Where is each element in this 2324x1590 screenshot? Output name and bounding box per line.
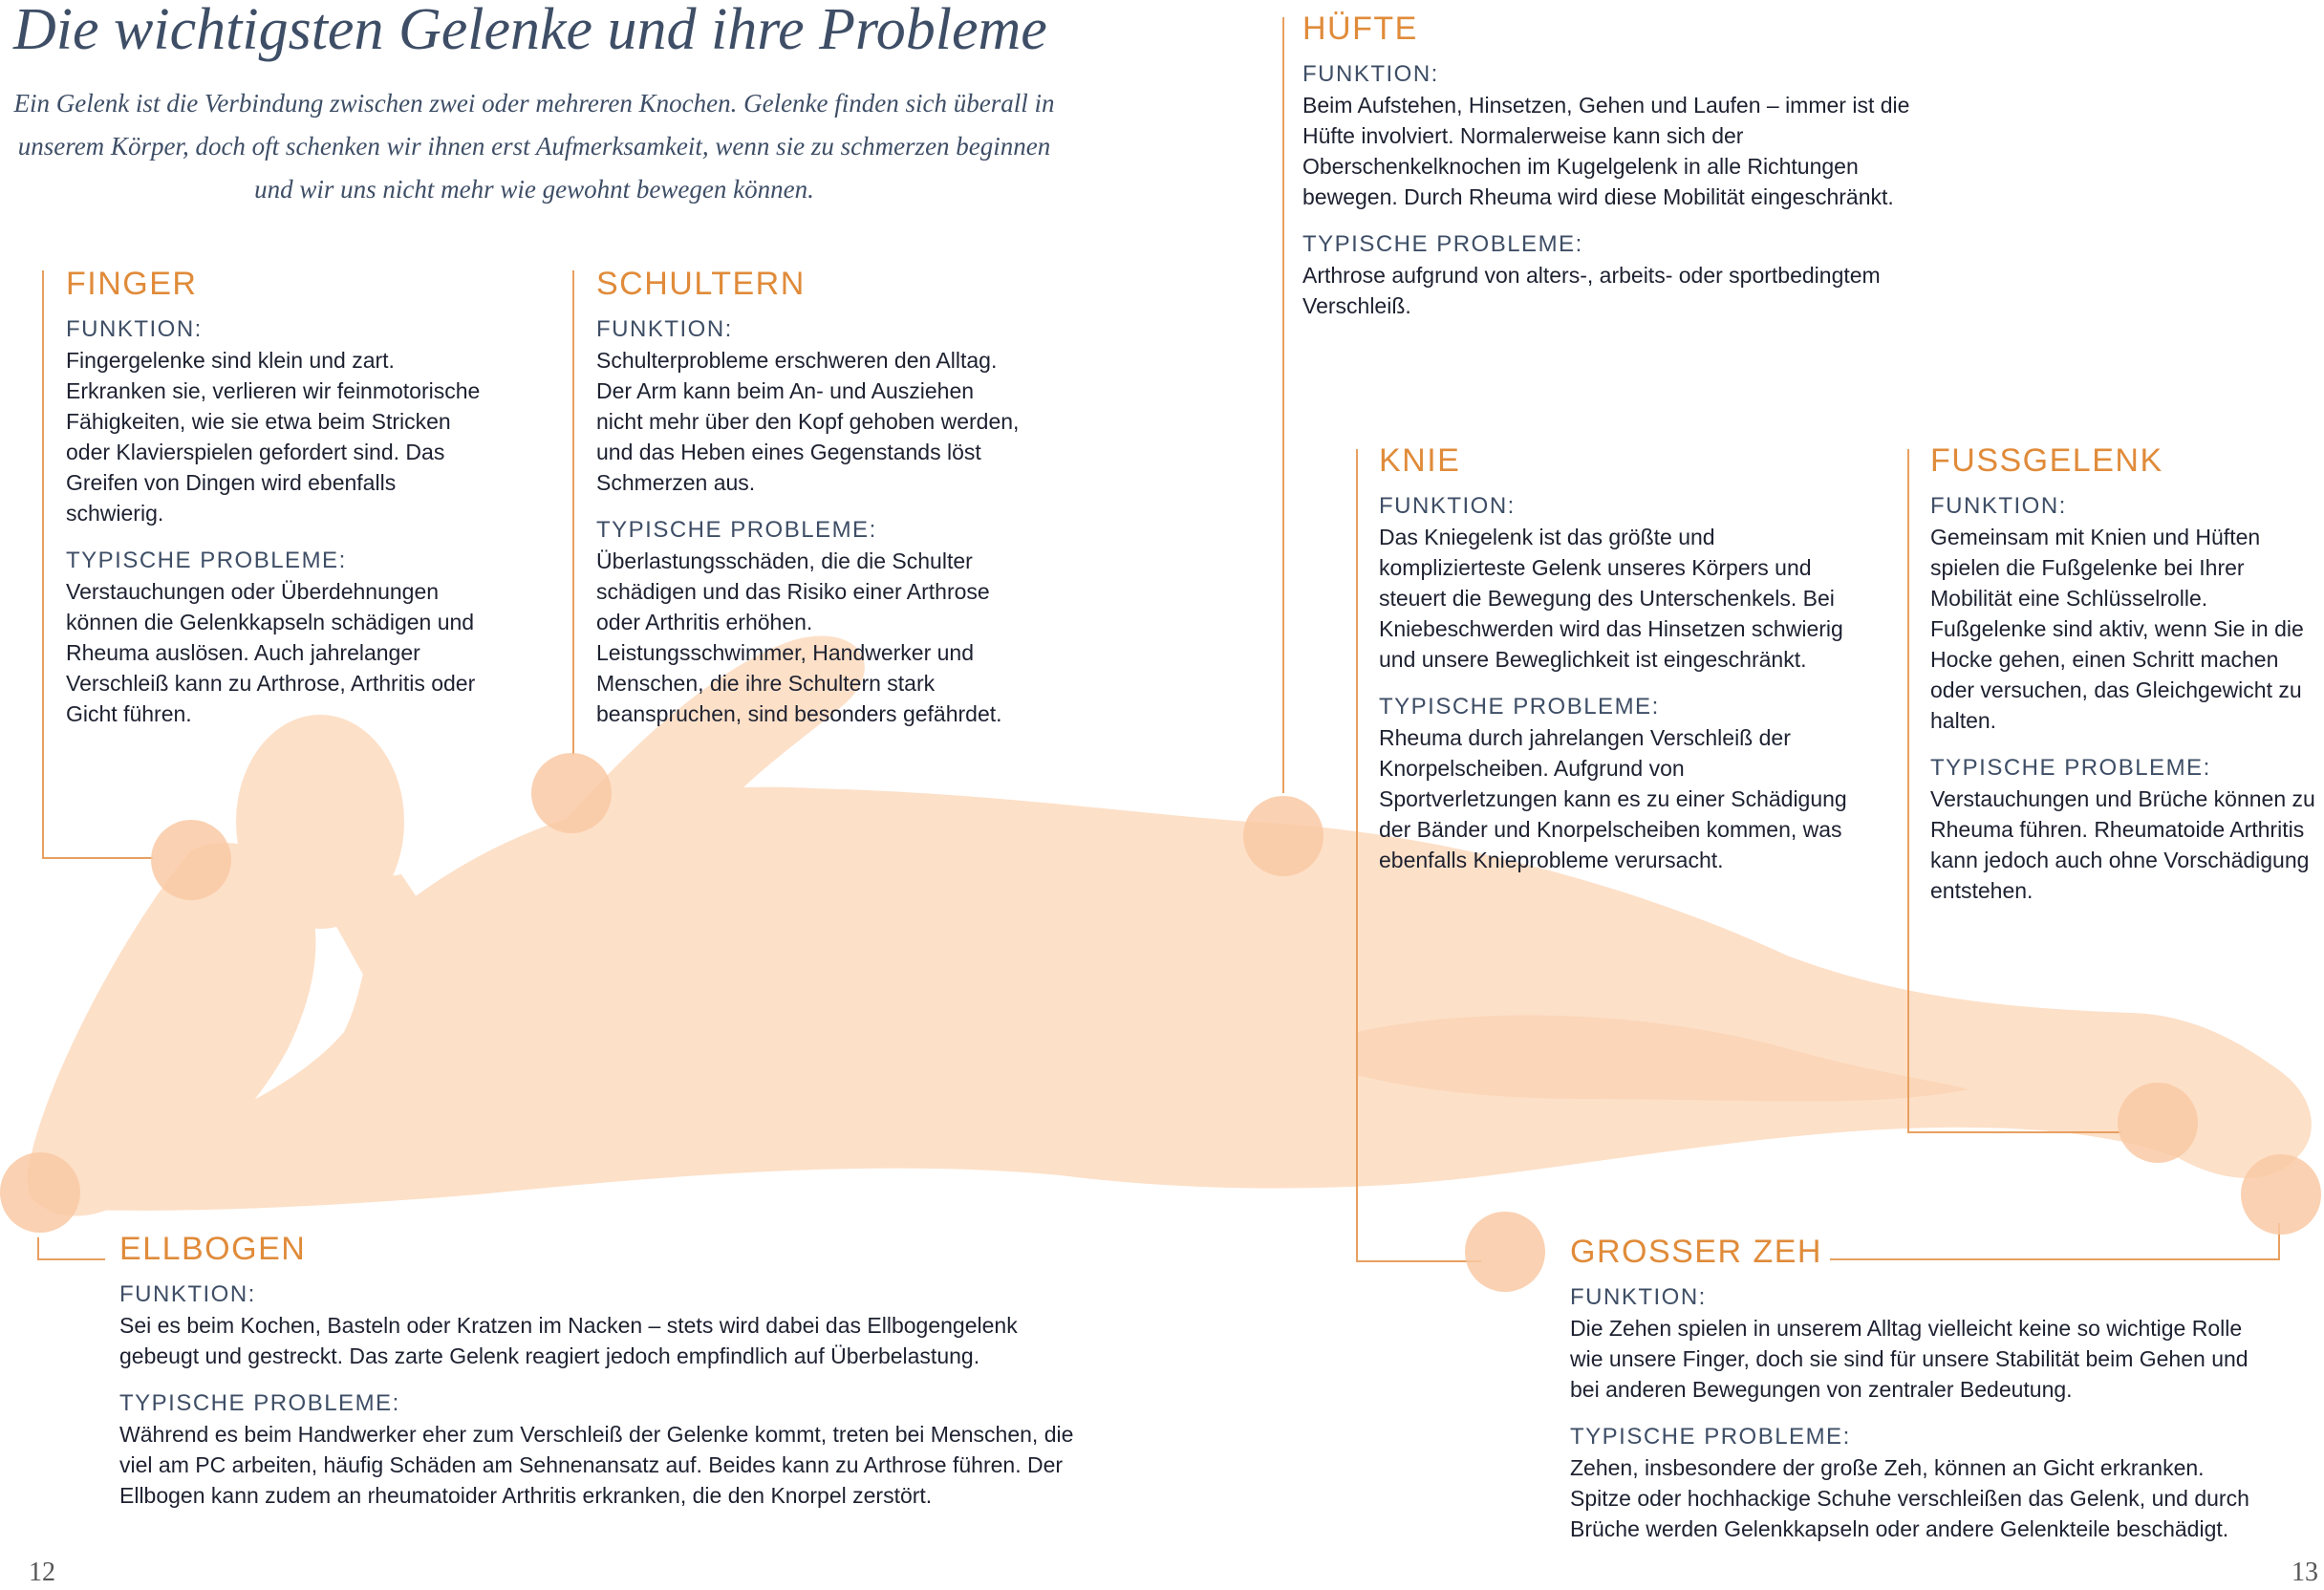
- probleme-text: Rheuma durch jahrelangen Verschleiß der Knorpelscheiben. Aufgrund von Sportverletzungen kann es zu einer Schädigung der Bänder und Knorpelscheiben kommen, was ebenfalls Knieprobleme verursacht.: [1379, 725, 1847, 872]
- funktion-label: FUNKTION:: [119, 1281, 256, 1307]
- section-title: GROSSER ZEH: [1570, 1233, 1830, 1271]
- funktion-text: Schulterprobleme erschweren den Alltag. Der Arm kann beim An- und Ausziehen nicht mehr über den Kopf gehoben werden, und das Heben eines Gegenstands löst Schmerzen aus.: [596, 348, 1020, 495]
- section-title: SCHULTERN: [596, 266, 806, 302]
- funktion-text: Fingergelenke sind klein und zart. Erkranken sie, verlieren wir feinmotorische Fähigkeiten, wie sie etwa beim Stricken oder Klavierspielen gefordert sind. Das Greifen von Dingen wird ebenfalls schwierig.: [66, 348, 481, 526]
- big-toe-joint-marker: [2241, 1154, 2321, 1235]
- ankle-joint-marker: [2118, 1083, 2198, 1163]
- probleme-text: Überlastungsschäden, die die Schulter schädigen und das Risiko einer Arthrose oder Arthritis erhöhen. Leistungsschwimmer, Handwerker und Menschen, die ihre Schultern stark beanspruchen, sind besonders gefährdet.: [596, 548, 1002, 726]
- section-finger: [66, 265, 486, 729]
- shoulder-joint-marker: [531, 753, 612, 833]
- section-title: FINGER: [66, 266, 198, 302]
- funktion-label: FUNKTION:: [1379, 493, 1516, 519]
- section-title: KNIE: [1379, 442, 1461, 479]
- page-number-left: 12: [29, 1558, 55, 1587]
- hip-joint-marker: [1243, 796, 1323, 876]
- finger-joint-marker: [151, 820, 231, 900]
- leader-line-ellbogen: [38, 1237, 105, 1259]
- funktion-label: FUNKTION:: [596, 316, 733, 342]
- section-grosser-zeh: [1570, 1233, 2258, 1544]
- probleme-text: Zehen, insbesondere der große Zeh, können an Gicht erkranken. Spitze oder hochhackige Schuhe verschleißen das Gelenk, und durch Brüche werden Gelenkkapseln oder andere Gelenkteile beschädigt.: [1570, 1455, 2249, 1541]
- page-number-right: 13: [2292, 1558, 2318, 1587]
- funktion-text: Gemeinsam mit Knien und Hüften spielen die Fußgelenke bei Ihrer Mobilität eine Schlüsselrolle. Fußgelenke sind aktiv, wenn Sie in die Hocke gehen, einen Schritt machen oder versuchen, das Gleichgewicht zu halten.: [1930, 525, 2304, 733]
- funktion-label: FUNKTION:: [66, 316, 203, 342]
- section-fussgelenk: [1930, 441, 2322, 906]
- funktion-text: Beim Aufstehen, Hinsetzen, Gehen und Laufen – immer ist die Hüfte involviert. Normalerweise kann sich der Oberschenkelknochen im Kugelgelenk in alle Richtungen bewegen. Durch Rheuma wird diese Mobilität eingeschränkt.: [1302, 93, 1910, 209]
- probleme-label: TYPISCHE PROBLEME:: [119, 1390, 400, 1416]
- funktion-text: Sei es beim Kochen, Basteln oder Kratzen im Nacken – stets wird dabei das Ellbogengelenk gebeugt und gestreckt. Das zarte Gelenk reagiert jedoch empfindlich auf Überbelastung.: [119, 1313, 1018, 1368]
- probleme-label: TYPISCHE PROBLEME:: [1379, 694, 1660, 720]
- funktion-text: Das Kniegelenk ist das größte und komplizierteste Gelenk unseres Körpers und steuert die Bewegung des Unterschenkels. Bei Kniebeschwerden wird das Hinsetzen schwierig und unsere Beweglichkeit ist eingeschränkt.: [1379, 525, 1843, 672]
- section-title: ELLBOGEN: [119, 1231, 307, 1267]
- section-schultern: [596, 265, 1026, 729]
- section-ellbogen: [119, 1230, 1085, 1511]
- probleme-label: TYPISCHE PROBLEME:: [1570, 1424, 1851, 1450]
- probleme-label: TYPISCHE PROBLEME:: [1302, 231, 1583, 257]
- knee-joint-marker: [1465, 1212, 1545, 1292]
- probleme-text: Arthrose aufgrund von alters-, arbeits- oder sportbedingtem Verschleiß.: [1302, 263, 1881, 318]
- funktion-label: FUNKTION:: [1570, 1284, 1707, 1310]
- intro-text: Ein Gelenk ist die Verbindung zwischen zwei oder mehreren Knochen. Gelenke finden sich überall in unserem Körper, doch oft schenken wir ihnen erst Aufmerksamkeit, wenn sie zu schmerzen beginnen und wir uns nicht mehr wie gewohnt bewegen können.: [13, 89, 1055, 204]
- probleme-label: TYPISCHE PROBLEME:: [66, 548, 347, 573]
- probleme-text: Verstauchungen und Brüche können zu Rheuma führen. Rheumatoide Arthritis kann jedoch auch ohne Vorschädigung entstehen.: [1930, 786, 2315, 903]
- probleme-text: Während es beim Handwerker eher zum Verschleiß der Gelenke kommt, treten bei Menschen, die viel am PC arbeiten, häufig Schäden am Sehnenansatz auf. Beides kann zu Arthrose führen. Der Ellbogen kann zudem an rheumatoider Arthritis erkranken, die den Knorpel zerstört.: [119, 1422, 1074, 1508]
- funktion-label: FUNKTION:: [1302, 61, 1439, 87]
- funktion-label: FUNKTION:: [1930, 493, 2067, 519]
- elbow-joint-marker: [0, 1152, 80, 1233]
- page-title: Die wichtigsten Gelenke und ihre Probleme: [13, 0, 1047, 62]
- probleme-text: Verstauchungen oder Überdehnungen können die Gelenkkapseln schädigen und Rheuma auslösen. Auch jahrelanger Verschleiß kann zu Arthrose, Arthritis oder Gicht führen.: [66, 579, 476, 726]
- section-title: FUSSGELENK: [1930, 442, 2163, 479]
- probleme-label: TYPISCHE PROBLEME:: [596, 517, 877, 543]
- funktion-text: Die Zehen spielen in unserem Alltag vielleicht keine so wichtige Rolle wie unsere Finger, doch sie sind für unsere Stabilität beim Gehen und bei anderen Bewegungen von zentraler Bedeutung.: [1570, 1316, 2249, 1402]
- section-knie: [1379, 441, 1847, 875]
- probleme-label: TYPISCHE PROBLEME:: [1930, 755, 2211, 781]
- section-title: HÜFTE: [1302, 11, 1418, 47]
- section-huefte: [1302, 10, 1933, 321]
